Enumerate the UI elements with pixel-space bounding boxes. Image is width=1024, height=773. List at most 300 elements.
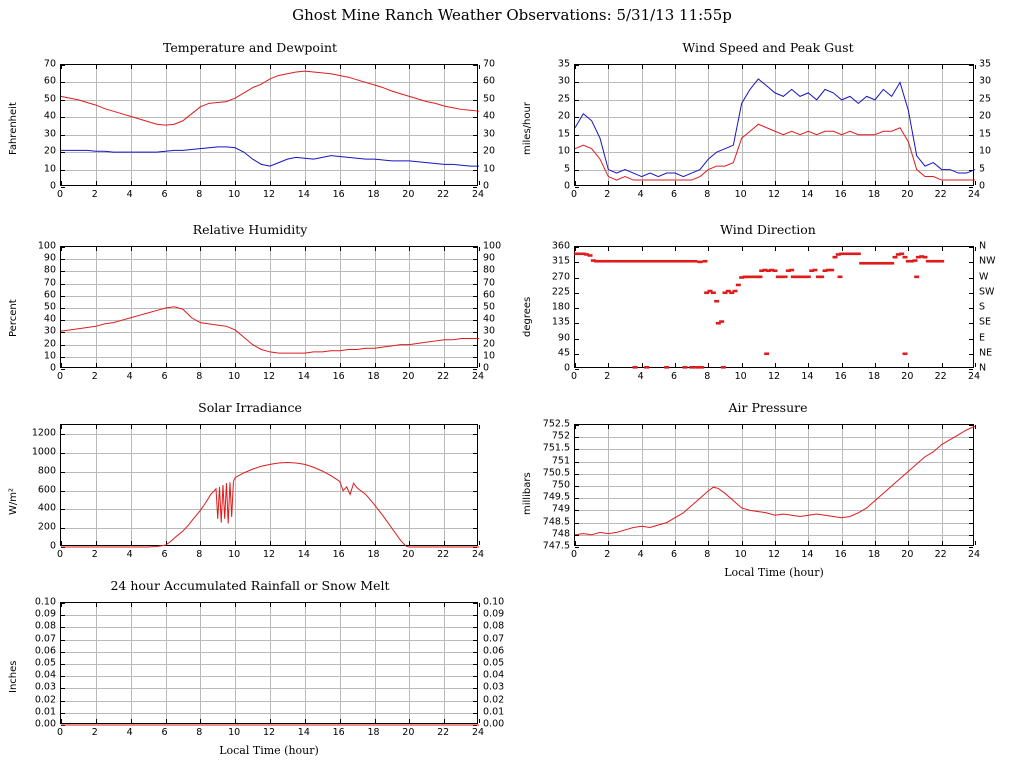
plot-area — [60, 246, 478, 368]
chart-panel-rainfall — [0, 578, 505, 773]
y-tick-label: 747.5 — [542, 540, 570, 552]
y-tick-label: 135 — [551, 316, 570, 328]
y-tick-label: 20 — [557, 110, 570, 122]
x-tick-label: 6 — [161, 727, 168, 738]
y-tick-label: 90 — [43, 252, 56, 264]
data-point — [783, 276, 788, 279]
y-tick-label: 10 — [557, 145, 570, 157]
x-tick-label: 14 — [801, 549, 814, 560]
y-tick-label: 100 — [37, 240, 56, 252]
y-tick-label-right: NW — [979, 255, 996, 267]
x-tick-label: 22 — [437, 189, 450, 200]
y-tick-label: 30 — [557, 75, 570, 87]
chart-panel-temperature — [0, 40, 500, 215]
y-tick-label: 5 — [563, 163, 570, 175]
x-tick-label: 2 — [91, 549, 98, 560]
x-tick-label: 10 — [228, 549, 241, 560]
x-tick-label: 24 — [471, 549, 485, 560]
x-tick-label: 18 — [867, 189, 881, 200]
data-layer — [61, 603, 479, 725]
y-tick-label: 0.08 — [34, 620, 56, 632]
y-tick-label-right: 0 — [483, 362, 490, 374]
x-tick-label: 12 — [767, 549, 781, 560]
y-tick-label: 270 — [551, 271, 570, 282]
x-tick-label: 4 — [637, 549, 644, 560]
y-tick-label-right: S — [979, 301, 986, 313]
axis-tick — [479, 425, 480, 429]
axis-tick — [479, 247, 480, 251]
y-tick-label-right: 0.07 — [483, 633, 505, 645]
y-tick-label: 180 — [551, 301, 570, 313]
x-tick-label: 24 — [471, 189, 485, 200]
y-tick-label-right: 0.02 — [483, 694, 505, 706]
y-tick-label: 749 — [551, 503, 570, 515]
data-point — [903, 256, 908, 259]
y-tick-label: 0.00 — [34, 718, 56, 730]
y-tick-label: 35 — [557, 58, 570, 70]
y-tick-label: 752.5 — [542, 418, 570, 430]
y-tick-label: 50 — [43, 301, 56, 313]
x-axis-label: Local Time (hour) — [219, 744, 319, 757]
y-tick-label: 315 — [551, 255, 570, 267]
x-tick-label: 10 — [734, 371, 747, 382]
axis-tick — [969, 369, 973, 370]
data-point — [633, 260, 638, 263]
y-tick-label-right: 40 — [483, 110, 496, 122]
axis-tick — [975, 425, 976, 429]
y-tick-label-right: 5 — [979, 163, 986, 175]
data-series — [61, 463, 479, 547]
x-tick-label: 8 — [196, 371, 203, 382]
x-tick-label: 8 — [196, 727, 203, 738]
data-point — [693, 260, 698, 263]
y-tick-label-right: 10 — [483, 163, 496, 175]
y-tick-label: 752 — [551, 430, 570, 442]
data-point — [813, 269, 818, 272]
y-tick-label: 748.5 — [542, 516, 570, 528]
y-tick-label-right: 50 — [483, 93, 496, 105]
x-tick-label: 16 — [834, 189, 847, 200]
x-tick-label: 8 — [196, 549, 203, 560]
data-point — [744, 276, 749, 279]
x-tick-label: 18 — [367, 549, 380, 560]
data-point — [608, 260, 613, 263]
y-tick-label: 70 — [43, 277, 56, 289]
data-series — [61, 307, 479, 353]
y-tick-label: 10 — [43, 350, 56, 362]
x-tick-label: 2 — [604, 549, 611, 560]
data-point — [714, 300, 719, 303]
axis-tick — [975, 65, 976, 69]
y-tick-label-right: 10 — [979, 145, 992, 157]
x-tick-label: 12 — [767, 189, 781, 200]
data-point — [648, 260, 653, 263]
y-tick-label-right: 0 — [483, 180, 490, 192]
y-tick-label-right: 25 — [979, 93, 992, 105]
data-point — [683, 260, 688, 263]
x-tick-label: 20 — [402, 727, 415, 738]
y-tick-label-right: SE — [979, 316, 992, 328]
y-tick-label-right: 0.04 — [483, 669, 505, 681]
x-tick-label: 6 — [161, 371, 168, 382]
data-point — [638, 260, 643, 263]
y-tick-label-right: 0.08 — [483, 620, 505, 632]
x-tick-label: 24 — [967, 549, 981, 560]
data-point — [913, 259, 918, 262]
data-layer — [575, 65, 975, 187]
data-point — [703, 260, 708, 263]
data-layer — [61, 425, 479, 547]
x-tick-label: 16 — [834, 549, 847, 560]
y-tick-label-right: 0.00 — [483, 718, 505, 730]
x-tick-label: 6 — [670, 549, 678, 560]
y-tick-label-right: N — [979, 362, 987, 374]
y-tick-label-right: SW — [979, 286, 995, 298]
y-tick-label-right: 20 — [979, 110, 992, 122]
y-tick-label: 0.07 — [34, 633, 56, 645]
chart-title: Wind Direction — [720, 222, 816, 237]
data-point — [903, 352, 908, 355]
y-tick-label-right: 20 — [483, 145, 496, 157]
plot-area — [574, 246, 974, 368]
data-point — [733, 290, 738, 293]
axis-tick — [479, 363, 480, 367]
x-tick-label: 20 — [901, 371, 914, 382]
x-tick-label: 10 — [228, 189, 241, 200]
y-tick-label: 751 — [551, 455, 570, 467]
y-tick-label-right: 30 — [483, 128, 496, 140]
chart-title: Wind Speed and Peak Gust — [682, 40, 854, 55]
y-tick-label-right: 0.06 — [483, 645, 505, 657]
y-tick-label: 200 — [37, 521, 56, 533]
y-tick-label-right: 60 — [483, 75, 496, 87]
y-tick-label: 90 — [557, 332, 570, 343]
data-layer — [575, 425, 975, 547]
y-tick-label: 0 — [563, 180, 570, 192]
x-tick-label: 16 — [834, 371, 847, 382]
y-tick-label-right: 0 — [979, 180, 986, 192]
y-tick-label-right: 80 — [483, 264, 496, 276]
y-tick-label: 360 — [551, 240, 570, 252]
data-point — [838, 276, 843, 279]
x-tick-label: 0 — [570, 189, 578, 200]
x-tick-label: 20 — [402, 189, 415, 200]
y-tick-label: 600 — [37, 484, 56, 496]
y-tick-label: 15 — [557, 128, 570, 140]
y-tick-label: 0.06 — [34, 645, 56, 657]
chart-title: Air Pressure — [728, 400, 808, 415]
data-series — [61, 71, 479, 125]
y-tick-label-right: 70 — [483, 58, 496, 70]
x-tick-label: 0 — [570, 549, 578, 560]
data-point — [939, 260, 944, 263]
x-tick-label: 14 — [297, 371, 310, 382]
x-tick-label: 6 — [670, 371, 678, 382]
y-tick-label-right: W — [979, 271, 989, 282]
x-tick-label: 6 — [161, 549, 168, 560]
x-tick-label: 24 — [967, 189, 981, 200]
axis-tick — [479, 541, 480, 545]
x-tick-label: 12 — [262, 549, 276, 560]
data-point — [644, 366, 649, 369]
data-point — [628, 260, 633, 263]
data-point — [736, 284, 741, 287]
x-tick-label: 14 — [297, 727, 310, 738]
data-point — [789, 269, 794, 272]
y-tick-label: 0 — [563, 362, 570, 374]
axis-tick — [969, 547, 973, 548]
data-point — [633, 366, 638, 369]
x-tick-label: 10 — [228, 727, 241, 738]
y-tick-label: 0.04 — [34, 669, 56, 681]
x-tick-label: 0 — [56, 189, 64, 200]
x-tick-label: 2 — [91, 727, 98, 738]
data-series — [575, 124, 975, 180]
y-tick-label: 25 — [557, 93, 570, 105]
data-point — [664, 366, 669, 369]
data-series — [575, 426, 975, 535]
x-tick-label: 12 — [262, 727, 276, 738]
data-point — [588, 254, 593, 257]
y-tick-label-right: 10 — [483, 350, 496, 362]
x-tick-label: 22 — [437, 371, 450, 382]
axis-tick — [575, 369, 579, 370]
y-tick-label-right: 35 — [979, 58, 992, 70]
y-tick-label-right: 90 — [483, 252, 496, 264]
x-tick-label: 12 — [767, 371, 781, 382]
x-tick-label: 0 — [56, 549, 64, 560]
x-tick-label: 2 — [91, 371, 98, 382]
data-point — [829, 269, 834, 272]
y-tick-label: 750.5 — [542, 467, 570, 479]
x-tick-label: 20 — [901, 189, 914, 200]
x-tick-label: 22 — [437, 549, 450, 560]
y-tick-label: 0.02 — [34, 694, 56, 706]
y-tick-label-right: 0.03 — [483, 681, 505, 693]
data-layer — [61, 65, 479, 187]
y-tick-label-right: N — [979, 240, 987, 252]
y-tick-label-right: 60 — [483, 289, 496, 301]
data-point — [833, 256, 838, 259]
chart-title: Temperature and Dewpoint — [162, 40, 338, 55]
x-tick-label: 10 — [734, 189, 747, 200]
x-tick-label: 2 — [91, 189, 98, 200]
x-tick-label: 22 — [934, 549, 947, 560]
axis-tick — [975, 541, 976, 545]
y-tick-label: 751.5 — [542, 442, 570, 454]
data-point — [663, 260, 668, 263]
axis-tick — [61, 187, 65, 188]
y-tick-label: 80 — [43, 264, 56, 276]
y-tick-label: 30 — [43, 325, 56, 337]
y-tick-label: 225 — [551, 286, 570, 298]
axis-tick — [975, 181, 976, 185]
data-series — [61, 147, 479, 166]
data-point — [819, 276, 824, 279]
chart-panel-pressure — [512, 400, 1024, 595]
y-tick-label: 749.5 — [542, 491, 570, 503]
plot-area — [60, 64, 478, 186]
axis-tick — [479, 181, 480, 185]
plot-area — [574, 424, 974, 546]
plot-area — [60, 424, 478, 546]
x-tick-label: 22 — [437, 727, 450, 738]
y-tick-label-right: 50 — [483, 301, 496, 313]
data-point — [683, 366, 688, 369]
y-tick-label-right: 20 — [483, 338, 496, 350]
axis-tick — [975, 363, 976, 367]
plot-area — [60, 602, 478, 724]
axis-tick — [975, 247, 976, 251]
y-tick-label-right: 30 — [979, 75, 992, 87]
chart-panel-wind-direction — [512, 222, 1024, 397]
axis-tick — [61, 369, 65, 370]
y-tick-label: 10 — [43, 163, 56, 175]
x-tick-label: 8 — [704, 371, 711, 382]
y-tick-label: 30 — [43, 128, 56, 140]
y-axis-label: Fahrenheit — [8, 102, 19, 155]
y-tick-label: 20 — [43, 338, 56, 350]
x-tick-label: 16 — [332, 189, 345, 200]
x-tick-label: 4 — [637, 189, 644, 200]
x-tick-label: 10 — [734, 549, 747, 560]
y-tick-label-right: 100 — [483, 240, 502, 252]
x-tick-label: 20 — [402, 549, 415, 560]
y-tick-label: 750 — [551, 479, 570, 491]
y-tick-label: 60 — [43, 75, 56, 87]
x-tick-label: 22 — [934, 371, 947, 382]
axis-tick — [479, 719, 480, 723]
x-tick-label: 16 — [332, 549, 345, 560]
x-tick-label: 4 — [637, 371, 644, 382]
data-point — [623, 260, 628, 263]
data-point — [668, 260, 673, 263]
x-axis-label: Local Time (hour) — [724, 566, 824, 579]
plot-area — [574, 64, 974, 186]
data-point — [893, 256, 898, 259]
data-point — [791, 276, 796, 279]
y-tick-label: 0.09 — [34, 608, 56, 620]
x-tick-label: 2 — [604, 189, 611, 200]
data-point — [698, 261, 703, 264]
x-tick-label: 24 — [471, 727, 485, 738]
y-tick-label-right: 30 — [483, 325, 496, 337]
x-tick-label: 20 — [901, 549, 914, 560]
data-point — [678, 260, 683, 263]
x-tick-label: 20 — [402, 371, 415, 382]
y-tick-label: 0.01 — [34, 706, 56, 718]
chart-panel-humidity — [0, 222, 500, 397]
data-layer — [61, 247, 479, 369]
x-tick-label: 14 — [297, 549, 310, 560]
y-tick-label: 50 — [43, 93, 56, 105]
x-tick-label: 0 — [570, 371, 578, 382]
x-tick-label: 14 — [801, 371, 814, 382]
data-point — [719, 320, 724, 323]
y-tick-label-right: 0.05 — [483, 657, 505, 669]
data-point — [923, 256, 928, 259]
y-axis-label: degrees — [522, 296, 533, 337]
x-tick-label: 6 — [670, 189, 678, 200]
y-axis-label: Inches — [8, 660, 19, 693]
x-tick-label: 6 — [161, 189, 168, 200]
x-tick-label: 22 — [934, 189, 947, 200]
y-tick-label-right: 0.09 — [483, 608, 505, 620]
axis-tick — [575, 547, 579, 548]
y-tick-label: 40 — [43, 110, 56, 122]
data-point — [889, 262, 894, 265]
x-tick-label: 24 — [471, 371, 485, 382]
x-tick-label: 0 — [56, 727, 64, 738]
x-tick-label: 8 — [196, 189, 203, 200]
data-point — [806, 276, 811, 279]
chart-panel-solar — [0, 400, 500, 575]
x-tick-label: 12 — [262, 189, 276, 200]
y-tick-label-right: 15 — [979, 128, 992, 140]
y-tick-label: 0 — [49, 362, 56, 374]
x-tick-label: 14 — [297, 189, 310, 200]
y-tick-label: 45 — [557, 347, 570, 359]
x-tick-label: 14 — [801, 189, 814, 200]
x-tick-label: 2 — [604, 371, 611, 382]
data-point — [643, 260, 648, 263]
y-tick-label: 0 — [49, 540, 56, 552]
chart-panel-wind-speed — [512, 40, 1024, 215]
axis-tick — [473, 187, 477, 188]
data-point — [773, 269, 778, 272]
data-point — [699, 366, 704, 369]
y-tick-label-right: 0.10 — [483, 596, 505, 608]
axis-tick — [473, 369, 477, 370]
data-point — [856, 252, 861, 255]
x-tick-label: 4 — [126, 727, 133, 738]
x-tick-label: 4 — [126, 549, 133, 560]
chart-title: Solar Irradiance — [198, 400, 302, 415]
x-tick-label: 10 — [228, 371, 241, 382]
y-tick-label-right: 70 — [483, 277, 496, 289]
x-tick-label: 4 — [126, 371, 133, 382]
chart-title: 24 hour Accumulated Rainfall or Snow Melt — [110, 578, 390, 593]
y-tick-label: 40 — [43, 313, 56, 325]
y-tick-label: 800 — [37, 465, 56, 477]
y-axis-label: millibars — [522, 472, 533, 515]
y-tick-label: 0.03 — [34, 681, 56, 693]
data-point — [764, 352, 769, 355]
y-axis-label: W/m² — [8, 487, 19, 515]
x-tick-label: 18 — [867, 549, 881, 560]
x-tick-label: 24 — [967, 371, 981, 382]
y-tick-label-right: 0.01 — [483, 706, 505, 718]
y-tick-label: 60 — [43, 289, 56, 301]
data-point — [658, 260, 663, 263]
data-point — [688, 260, 693, 263]
data-point — [613, 260, 618, 263]
y-axis-label: Percent — [8, 299, 19, 337]
data-point — [721, 366, 726, 369]
data-point — [914, 276, 919, 279]
axis-tick — [479, 603, 480, 607]
x-tick-label: 16 — [332, 727, 345, 738]
data-series — [575, 79, 975, 177]
y-tick-label: 1200 — [31, 427, 56, 439]
x-tick-label: 8 — [704, 189, 711, 200]
chart-title: Relative Humidity — [192, 222, 308, 237]
page-title: Ghost Mine Ranch Weather Observations: 5/31/13 11:55p — [292, 6, 732, 24]
data-layer — [575, 247, 975, 369]
data-point — [899, 252, 904, 255]
x-tick-label: 18 — [367, 727, 380, 738]
data-point — [618, 260, 623, 263]
